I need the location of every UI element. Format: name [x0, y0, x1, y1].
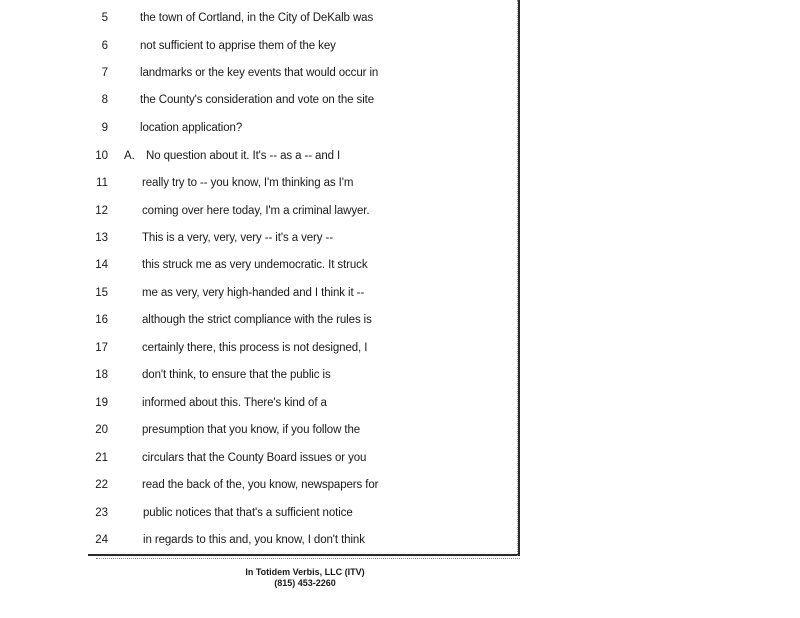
line-number: 13 — [95, 232, 108, 244]
line-text: although the strict compliance with the rules is — [142, 314, 372, 326]
line-number: 8 — [101, 94, 108, 106]
line-text: me as very, very high-handed and I think it -- — [142, 287, 365, 299]
line-number: 18 — [95, 369, 108, 381]
transcript-line — [0, 310, 520, 330]
line-text: the town of Cortland, in the City of DeKalb was — [140, 12, 374, 24]
line-text: this struck me as very undemocratic. It struck — [142, 259, 368, 271]
line-number: 21 — [95, 452, 108, 464]
line-text: the County's consideration and vote on the site — [140, 94, 375, 106]
line-text: coming over here today, I'm a criminal lawyer. — [142, 205, 370, 217]
line-text: No question about it. It's -- as a -- and I — [146, 150, 341, 162]
line-text: informed about this. There's kind of a — [142, 397, 327, 409]
line-text: presumption that you know, if you follow the — [142, 424, 361, 436]
transcript-line — [0, 283, 520, 303]
transcript-line — [0, 448, 520, 468]
line-number: 12 — [95, 205, 108, 217]
line-text: don't think, to ensure that the public is — [142, 369, 331, 381]
speaker-label: A. — [124, 150, 135, 162]
line-number: 7 — [101, 67, 108, 79]
transcript-line — [0, 146, 520, 166]
transcript-line — [0, 36, 520, 56]
transcript-page — [88, 0, 520, 556]
line-text: This is a very, very, very -- it's a very -- — [142, 232, 333, 244]
line-number: 15 — [95, 287, 108, 299]
line-number: 24 — [95, 534, 108, 546]
footer-company: In Totidem Verbis, LLC (ITV) — [245, 567, 365, 577]
line-number: 5 — [101, 12, 108, 24]
transcript-line — [0, 503, 520, 523]
line-text: in regards to this and, you know, I don't think — [143, 534, 365, 546]
transcript-line — [0, 118, 520, 138]
line-text: not sufficient to apprise them of the key — [140, 40, 336, 52]
line-number: 14 — [95, 259, 108, 271]
footer-phone: (815) 453-2260 — [274, 578, 336, 588]
scan-edge-bottom — [96, 556, 520, 559]
line-number: 16 — [95, 314, 108, 326]
line-number: 6 — [101, 40, 108, 52]
line-text: location application? — [140, 122, 243, 134]
transcript-line — [0, 8, 520, 28]
line-number: 11 — [96, 177, 108, 189]
line-number: 10 — [95, 150, 108, 162]
line-text: really try to -- you know, I'm thinking as I'm — [142, 177, 354, 189]
transcript-line — [0, 201, 520, 221]
transcript-line — [0, 475, 520, 495]
line-text: public notices that that's a sufficient notice — [143, 507, 353, 519]
line-number: 20 — [95, 424, 108, 436]
transcript-line — [0, 420, 520, 440]
transcript-line — [0, 63, 520, 83]
line-text: read the back of the, you know, newspapers for — [142, 479, 379, 491]
line-number: 22 — [95, 479, 108, 491]
transcript-line — [0, 530, 520, 550]
line-number: 19 — [95, 397, 108, 409]
line-text: circulars that the County Board issues or you — [142, 452, 367, 464]
line-number: 9 — [101, 122, 108, 134]
transcript-line — [0, 338, 520, 358]
transcript-line — [0, 228, 520, 248]
line-number: 17 — [95, 342, 108, 354]
line-text: certainly there, this process is not designed, I — [142, 342, 368, 354]
transcript-line — [0, 173, 520, 193]
line-text: landmarks or the key events that would occur in — [140, 67, 379, 79]
scan-edge-right — [514, 0, 518, 556]
transcript-line — [0, 90, 520, 110]
transcript-line — [0, 255, 520, 275]
transcript-line — [0, 365, 520, 385]
line-number: 23 — [95, 507, 108, 519]
transcript-line — [0, 393, 520, 413]
